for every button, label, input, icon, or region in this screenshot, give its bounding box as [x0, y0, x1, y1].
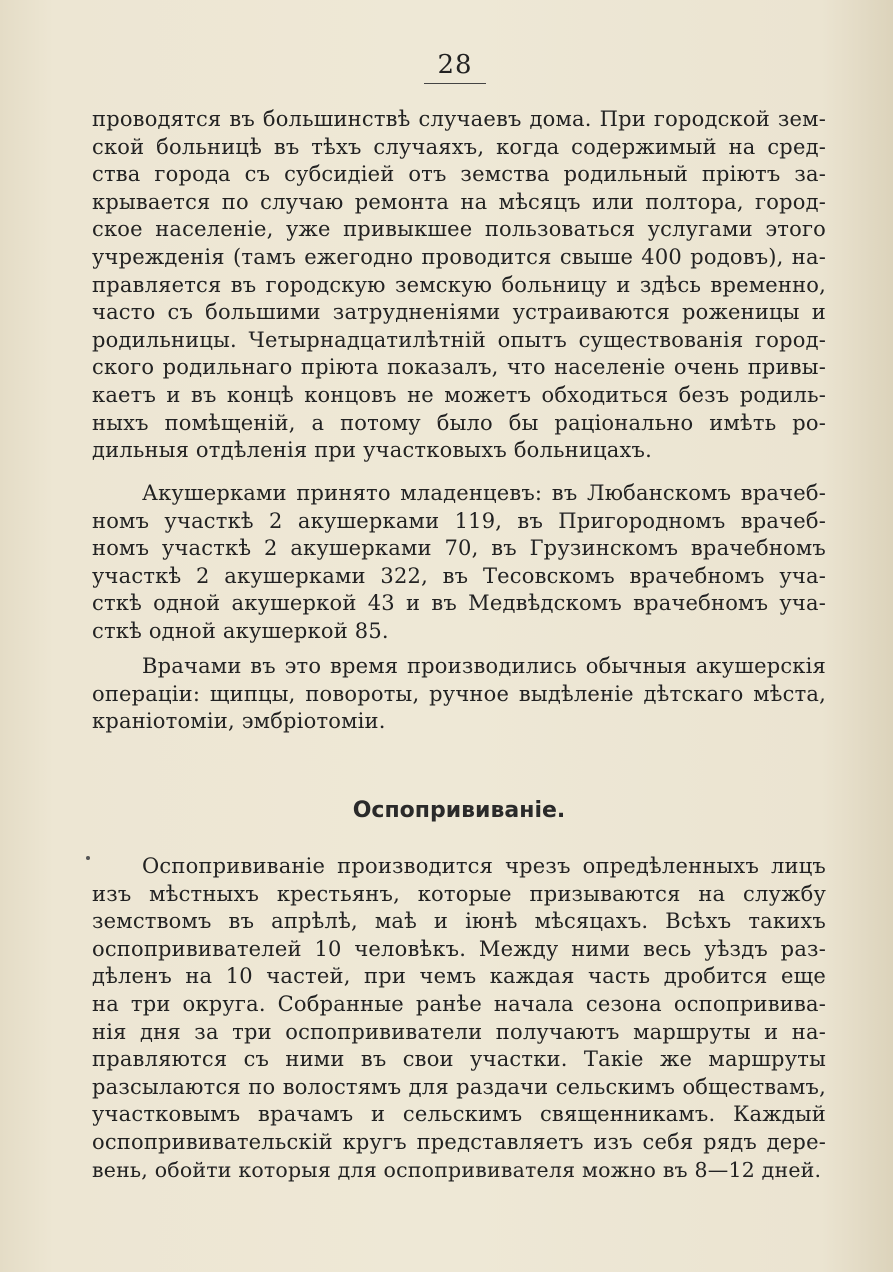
text-line: номъ участкѣ 2 акушерками 70, въ Грузинскомъ врачебномъ — [92, 536, 826, 561]
paragraph-operations — [92, 653, 826, 736]
text-line: номъ участкѣ 2 акушерками 119, въ Пригородномъ врачеб- — [92, 508, 826, 533]
text-line: ское населеніе, уже привыкшее пользоваться услугами этого — [92, 217, 826, 242]
text-line: вень, обойти которыя для оспопрививателя можно въ 8—12 дней. — [92, 1157, 822, 1182]
text-line: оспопрививателей 10 человѣкъ. Между ними весь уѣздъ раз- — [92, 936, 826, 961]
text-line: родильницы. Четырнадцатилѣтній опытъ существованія город- — [92, 327, 826, 352]
text-line: сткѣ одной акушеркой 85. — [92, 618, 389, 643]
text-line: на три округа. Собранные ранѣе начала сезона оспопривива- — [92, 991, 826, 1016]
text-line: участковымъ врачамъ и сельскимъ священникамъ. Каждый — [92, 1102, 826, 1127]
text-line: часто съ большими затрудненіями устраиваются роженицы и — [92, 300, 826, 325]
paragraph-midwives — [92, 480, 826, 646]
text-line: участкѣ 2 акушерками 322, въ Тесовскомъ врачебномъ уча- — [92, 563, 826, 588]
page-number-rule — [424, 83, 486, 84]
text-line: сткѣ одной акушеркой 43 и въ Медвѣдскомъ врачебномъ уча- — [92, 591, 826, 616]
text-line: земствомъ въ апрѣлѣ, маѣ и іюнѣ мѣсяцахъ. Всѣхъ такихъ — [92, 909, 826, 934]
text-line: дильныя отдѣленія при участковыхъ больницахъ. — [92, 438, 652, 463]
text-line: каетъ и въ концѣ концовъ не можетъ обходиться безъ родиль- — [92, 382, 826, 407]
text-line: правляются съ ними въ свои участки. Такіе же маршруты — [92, 1047, 826, 1072]
text-line: ныхъ помѣщеній, а потому было бы раціонально имѣть ро- — [92, 410, 826, 435]
text-line: Врачами въ это время производились обычныя акушерскія — [142, 654, 826, 678]
text-line: Акушерками принято младенцевъ: въ Любанскомъ врачеб- — [142, 481, 826, 505]
text-line: изъ мѣстныхъ крестьянъ, которые призываются на службу — [92, 881, 826, 906]
text-line: нія дня за три оспопрививатели получаютъ маршруты и на- — [92, 1019, 826, 1044]
section-heading: Оспопрививаніе. — [352, 798, 566, 823]
text-line: дѣленъ на 10 частей, при чемъ каждая часть дробится еще — [92, 964, 826, 989]
text-line: проводятся въ большинствѣ случаевъ дома. При городской зем- — [92, 107, 826, 131]
text-line: разсылаются по волостямъ для раздачи сельскимъ обществамъ, — [92, 1074, 826, 1099]
page-number: 28 — [437, 50, 473, 80]
text-line: крывается по случаю ремонта на мѣсяцъ или полтора, город- — [92, 189, 826, 214]
text-line: ства города съ субсидіей отъ земства родильный пріютъ за- — [92, 162, 826, 187]
ink-speck — [86, 856, 90, 860]
text-line: ской больницѣ въ тѣхъ случаяхъ, когда содержимый на сред- — [92, 134, 826, 159]
text-line: правляется въ городскую земскую больницу и здѣсь временно, — [92, 272, 826, 297]
text-line: краніотоміи, эмбріотоміи. — [92, 709, 386, 734]
paragraph-maternity-shelter — [92, 106, 826, 465]
text-line: учрежденія (тамъ ежегодно проводится свыше 400 родовъ), на- — [92, 244, 826, 269]
text-line: оспопрививательскій кругъ представляетъ изъ себя рядъ дере- — [92, 1129, 826, 1154]
paragraph-vaccination — [92, 853, 826, 1184]
text-line: операціи: щипцы, повороты, ручное выдѣленіе дѣтскаго мѣста, — [92, 681, 826, 706]
text-line: Оспопрививаніе производится чрезъ опредѣленныхъ лицъ — [142, 854, 826, 878]
text-line: ского родильнаго пріюта показалъ, что населеніе очень привы- — [92, 355, 826, 380]
